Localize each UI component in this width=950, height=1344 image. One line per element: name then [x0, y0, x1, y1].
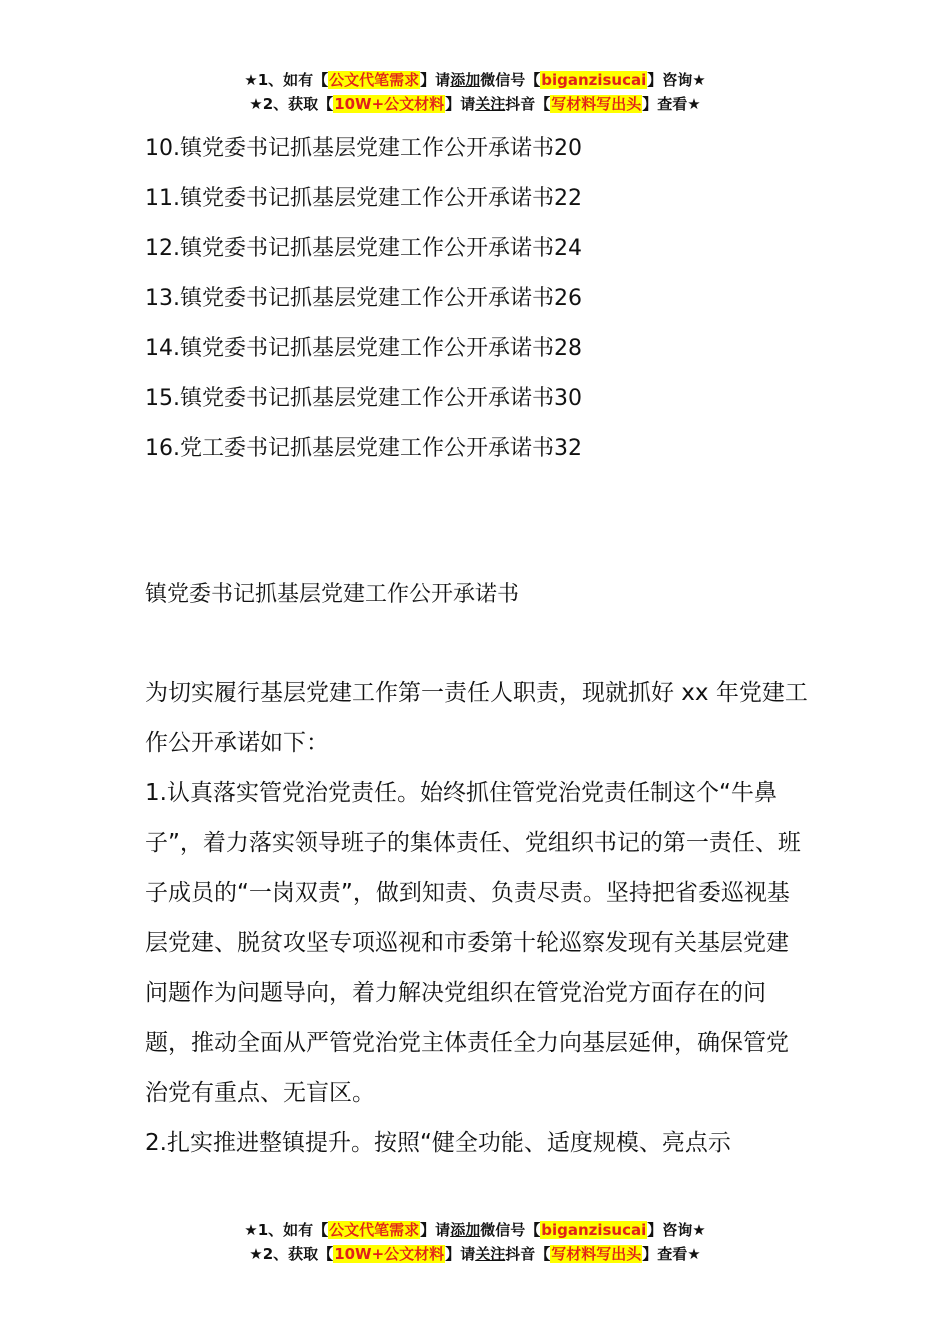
toc-label: 13.镇党委书记抓基层党建工作公开承诺书 [145, 286, 554, 311]
banner-text: 微信号【 [480, 1221, 541, 1239]
body-paragraph: 为切实履行基层党建工作第一责任人职责，现就抓好 xx 年党建工作公开承诺如下： [145, 680, 808, 756]
banner-text: 】请 [445, 1245, 476, 1263]
toc-page-number: 24 [554, 236, 582, 261]
header-banner [0, 68, 950, 116]
body-paragraph: 1.认真落实管党治党责任。始终抓住管党治党责任制这个“牛鼻子”，着力落实领导班子的集体责任、党组织书记的第一责任、班子成员的“一岗双责”，做到知责、负责尽责。坚持把省委巡视基层党建、脱贫攻坚专项巡视和市委第十轮巡察发现有关基层党建问题作为问题导向，着力解决党组织在管党治党方面存在的问题，推动全面从严管党治党主体责任全力向基层延伸，确保管党治党有重点、无盲区。 [145, 780, 801, 1106]
toc-page-number: 22 [554, 186, 582, 211]
banner-underlined: 关注 [475, 1245, 506, 1263]
banner-highlight: 公文代笔需求 [329, 71, 420, 89]
banner-text: 】咨询★ [647, 71, 706, 89]
toc-page-number: 30 [554, 386, 582, 411]
banner-text: 】请 [420, 71, 451, 89]
banner-text: ★2、获取【 [249, 1245, 334, 1263]
toc-label: 11.镇党委书记抓基层党建工作公开承诺书 [145, 186, 554, 211]
banner-text: ★1、如有【 [244, 1221, 329, 1239]
toc-label: 15.镇党委书记抓基层党建工作公开承诺书 [145, 386, 554, 411]
banner-line-1 [0, 1218, 950, 1242]
table-of-contents [145, 124, 825, 474]
banner-text: 】查看★ [642, 95, 701, 113]
banner-highlight: 10W+公文材料 [334, 95, 445, 113]
toc-page-number: 28 [554, 336, 582, 361]
banner-highlight: 写材料写出头 [551, 95, 642, 113]
banner-text: 抖音【 [505, 95, 551, 113]
document-body [145, 668, 810, 1168]
banner-highlight: biganzisucai [541, 71, 647, 89]
banner-underlined: 关注 [475, 95, 506, 113]
toc-entry [145, 374, 825, 424]
document-title: 镇党委书记抓基层党建工作公开承诺书 [145, 582, 520, 607]
toc-label: 12.镇党委书记抓基层党建工作公开承诺书 [145, 236, 554, 261]
banner-highlight: biganzisucai [541, 1221, 647, 1239]
toc-entry [145, 424, 825, 474]
banner-text: 】请 [420, 1221, 451, 1239]
banner-line-2 [0, 1242, 950, 1266]
toc-entry [145, 224, 825, 274]
toc-page-number: 20 [554, 136, 582, 161]
banner-text: 】查看★ [642, 1245, 701, 1263]
banner-highlight: 公文代笔需求 [329, 1221, 420, 1239]
banner-highlight: 10W+公文材料 [334, 1245, 445, 1263]
toc-label: 16.党工委书记抓基层党建工作公开承诺书 [145, 436, 554, 461]
toc-entry [145, 124, 825, 174]
toc-page-number: 26 [554, 286, 582, 311]
banner-highlight: 写材料写出头 [551, 1245, 642, 1263]
banner-underlined: 添加 [450, 1221, 481, 1239]
toc-entry [145, 174, 825, 224]
banner-text: 】请 [445, 95, 476, 113]
toc-entry [145, 274, 825, 324]
footer-banner [0, 1218, 950, 1266]
toc-label: 14.镇党委书记抓基层党建工作公开承诺书 [145, 336, 554, 361]
banner-text: ★2、获取【 [249, 95, 334, 113]
banner-text: ★1、如有【 [244, 71, 329, 89]
banner-text: 微信号【 [480, 71, 541, 89]
banner-text: 抖音【 [505, 1245, 551, 1263]
toc-label: 10.镇党委书记抓基层党建工作公开承诺书 [145, 136, 554, 161]
body-paragraph: 2.扎实推进整镇提升。按照“健全功能、适度规模、亮点示 [145, 1130, 731, 1156]
banner-line-2 [0, 92, 950, 116]
banner-text: 】咨询★ [647, 1221, 706, 1239]
banner-underlined: 添加 [450, 71, 481, 89]
toc-page-number: 32 [554, 436, 582, 461]
banner-line-1 [0, 68, 950, 92]
toc-entry [145, 324, 825, 374]
